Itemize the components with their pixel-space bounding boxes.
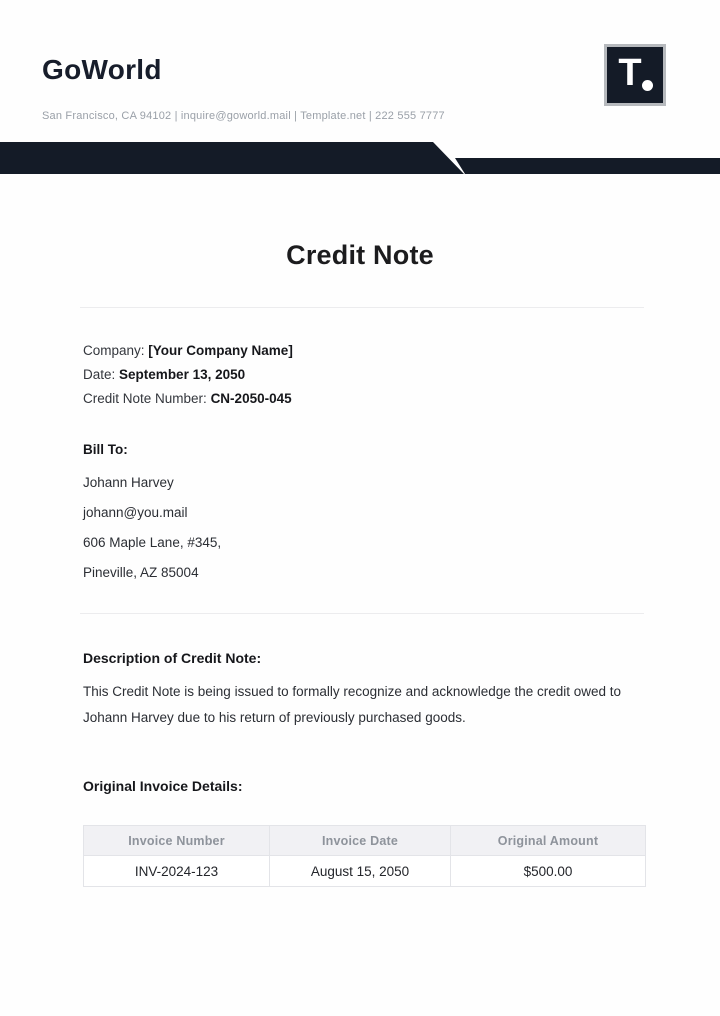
bill-to-email: johann@you.mail bbox=[83, 505, 188, 520]
bill-to-address-line1: 606 Maple Lane, #345, bbox=[83, 535, 222, 550]
meta-date-label: Date: bbox=[83, 367, 116, 382]
banner-stripe-thick bbox=[0, 142, 465, 174]
meta-credit-note-number-label: Credit Note Number: bbox=[83, 391, 207, 406]
document-title: Credit Note bbox=[286, 240, 434, 270]
header-banner bbox=[0, 142, 720, 174]
meta-credit-note-number bbox=[83, 387, 293, 411]
invoice-details-heading: Original Invoice Details: bbox=[83, 778, 243, 794]
template-net-logo bbox=[604, 44, 666, 106]
description-heading: Description of Credit Note: bbox=[83, 650, 262, 666]
meta-credit-note-number-value: CN-2050-045 bbox=[210, 391, 292, 406]
logo-dot-icon bbox=[642, 80, 653, 91]
column-header-invoice-date: Invoice Date bbox=[270, 826, 451, 856]
table-row bbox=[84, 856, 646, 887]
column-header-invoice-number: Invoice Number bbox=[84, 826, 270, 856]
company-name: GoWorld bbox=[42, 54, 162, 85]
cell-original-amount: $500.00 bbox=[451, 856, 646, 887]
cell-invoice-number: INV-2024-123 bbox=[84, 856, 270, 887]
divider-middle bbox=[80, 613, 644, 614]
divider-top bbox=[80, 307, 644, 308]
description-section bbox=[83, 648, 649, 731]
bill-to-name: Johann Harvey bbox=[83, 475, 174, 490]
meta-company-value: [Your Company Name] bbox=[148, 343, 293, 358]
meta-block bbox=[83, 339, 293, 411]
cell-invoice-date: August 15, 2050 bbox=[270, 856, 451, 887]
meta-company-label: Company: bbox=[83, 343, 145, 358]
meta-date bbox=[83, 363, 293, 387]
logo-letter: T bbox=[618, 52, 642, 94]
bill-to-address-line2: Pineville, AZ 85004 bbox=[83, 565, 199, 580]
meta-company bbox=[83, 339, 293, 363]
bill-to-heading: Bill To: bbox=[83, 442, 128, 457]
description-body: This Credit Note is being issued to formally recognize and acknowledge the credit owed to Johann Harvey due to his return of previously purchased goods. bbox=[83, 684, 622, 725]
bill-to-block bbox=[83, 441, 221, 588]
table-header-row bbox=[84, 826, 646, 856]
header-contact-line: San Francisco, CA 94102 | inquire@goworld.mail | Template.net | 222 555 7777 bbox=[42, 110, 445, 122]
invoice-details-table bbox=[83, 825, 646, 887]
meta-date-value: September 13, 2050 bbox=[119, 367, 246, 382]
column-header-original-amount: Original Amount bbox=[451, 826, 646, 856]
